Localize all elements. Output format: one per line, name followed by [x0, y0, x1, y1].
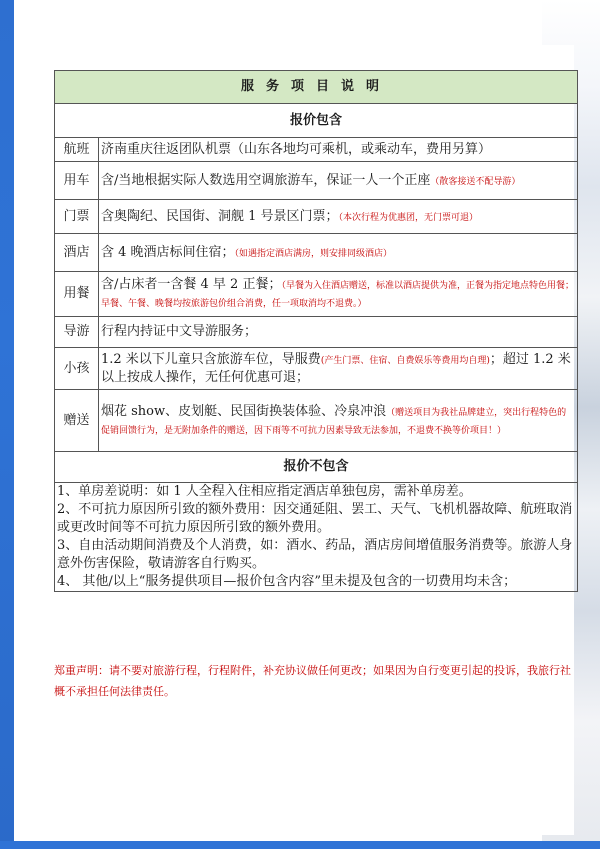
row-label: 导游	[55, 317, 99, 348]
table-row-children	[55, 348, 578, 390]
excluded-list	[55, 483, 578, 592]
row-content	[99, 272, 578, 317]
row-label: 小孩	[55, 348, 99, 390]
row-note: （本次行程为优惠团，无门票可退）	[338, 212, 479, 223]
row-text: 含/占床者一含餐 4 早 2 正餐；	[101, 277, 282, 292]
disclaimer-text: 郑重声明：请不要对旅游行程，行程附件，补充协议做任何更改；如果因为自行变更引起的投诉，我旅行社概不承担任何法律责任。	[54, 664, 571, 698]
table-row-tickets	[55, 200, 578, 234]
table-row-vehicle	[55, 162, 578, 200]
list-item: 3、自由活动期间消费及个人消费，如：酒水、药品，酒店房间增值服务消费等。旅游人身意外伤害保险，敬请游客自行购买。	[57, 538, 573, 571]
document-sheet	[34, 45, 574, 835]
table-row-hotel	[55, 234, 578, 272]
included-heading: 报价包含	[55, 104, 578, 138]
row-content	[99, 200, 578, 234]
row-content	[99, 390, 578, 452]
row-note: (产生门票、住宿、自费娱乐等费用均自理)	[320, 355, 490, 366]
table-row-guide	[55, 317, 578, 348]
row-label: 用车	[55, 162, 99, 200]
page-title: 服务项目说明	[55, 71, 578, 104]
list-item: 4、 其他/以上“服务提供项目—报价包含内容”里未提及包含的一切费用均未含；	[57, 574, 517, 589]
row-note: （赠送项目为我社品牌建立，突出行程特色的促销回馈行为，是无附加条件的赠送，因下雨等不可抗力因素导致无法参加，不退费不换等价项目！）	[101, 407, 567, 436]
row-content	[99, 317, 578, 348]
row-text: 1.2 米以下儿童只含旅游车位，导服费	[101, 351, 321, 367]
list-item: 2、不可抗力原因所引致的额外费用：因交通延阻、罢工、天气、飞机机器故障、航班取消或更改时间等不可抗力原因所引致的额外费用。	[57, 502, 573, 535]
left-border-decoration	[0, 0, 14, 849]
row-content	[99, 234, 578, 272]
list-item: 1、单房差说明：如 1 人全程入住相应指定酒店单独包房，需补单房差。	[57, 484, 472, 499]
row-label: 用餐	[55, 272, 99, 317]
row-text: 烟花 show、皮划艇、民国街换装体验、冷泉冲浪	[101, 403, 387, 419]
row-note: （早餐为入住酒店赠送，标准以酒店提供为准，正餐为指定地点特色用餐；早餐、午餐、晚餐均按旅游包价组合消费，任一项取消均不退费。）	[101, 281, 574, 309]
row-text-continued: ；超过 1.2 米以上按成人操作，无任何优惠可退；	[101, 351, 571, 385]
row-content	[99, 348, 578, 390]
row-note: （散客接送不配导游）	[430, 176, 521, 187]
bottom-border-decoration	[0, 841, 600, 849]
row-label: 航班	[55, 138, 99, 162]
row-note: （如遇指定酒店满房，则安排同级酒店）	[234, 248, 393, 259]
row-text: 含/当地根据实际人数选用空调旅游车，保证一人一个正座	[101, 172, 431, 188]
row-content	[99, 138, 578, 162]
row-content	[99, 162, 578, 200]
row-label: 赠送	[55, 390, 99, 452]
row-text: 含 4 晚酒店标间住宿；	[101, 244, 235, 260]
row-label: 酒店	[55, 234, 99, 272]
row-label: 门票	[55, 200, 99, 234]
table-row-flight	[55, 138, 578, 162]
row-text: 行程内持证中文导游服务；	[101, 324, 258, 339]
row-text: 含奥陶纪、民国街、洞舰 1 号景区门票；	[101, 208, 339, 224]
service-table	[54, 70, 578, 592]
table-row-meals	[55, 272, 578, 317]
excluded-heading: 报价不包含	[55, 452, 578, 483]
table-row-gifts	[55, 390, 578, 452]
row-text: 济南重庆往返团队机票（山东各地均可乘机，或乘动车，费用另算）	[101, 141, 492, 157]
